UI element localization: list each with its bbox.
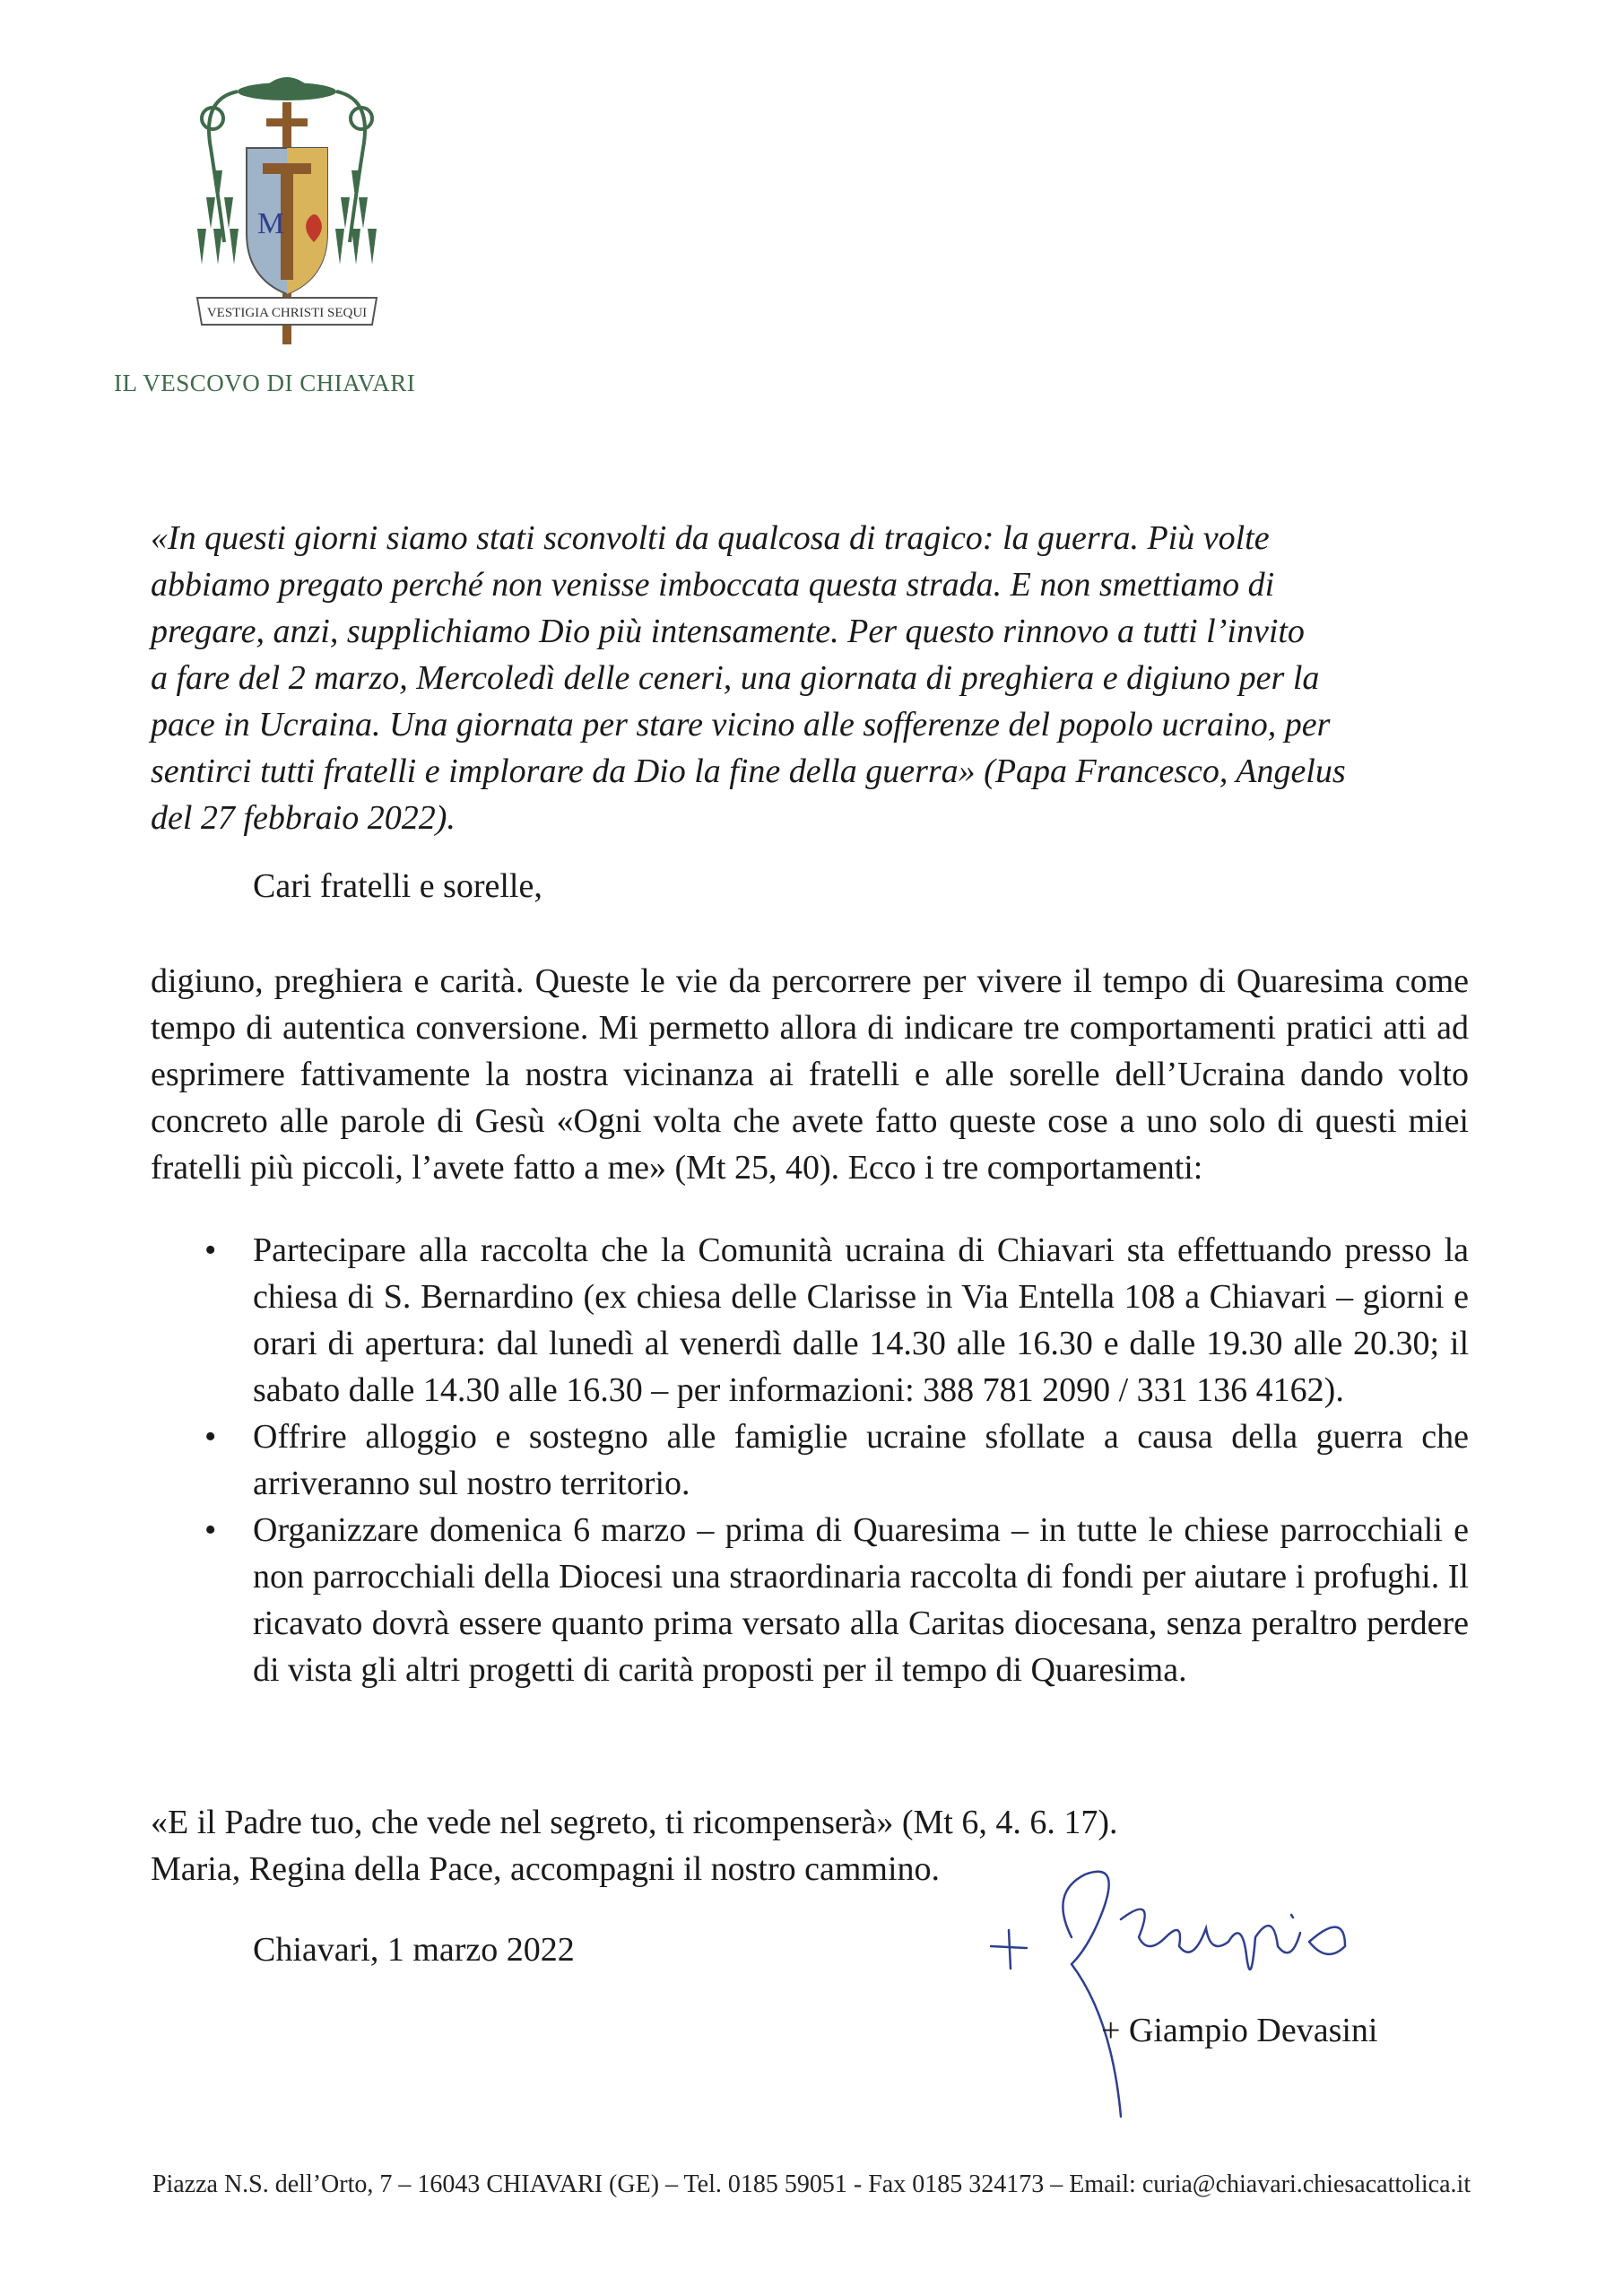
svg-text:M: M: [257, 207, 285, 240]
sender-heading: IL VESCOVO DI CHIAVARI: [114, 370, 416, 396]
quote-line: a fare del 2 marzo, Mercoledì delle ceneri, una giornata di preghiera e digiuno per la: [151, 659, 1320, 697]
main-paragraph: digiuno, preghiera e carità. Queste le vie da percorrere per vivere il tempo di Quaresima come tempo di autentica conversione. Mi permetto allora di indicare tre comportamenti pratici atti ad esprimere fattivamente la nostra vicinanza ai fratelli e alle sorelle dell’Ucraina dando volto concreto alle parole di Gesù «Ogni volta che avete fatto queste cose a uno solo di questi miei fratelli più piccoli, l’avete fatto a me» (Mt 25, 40). Ecco i tre comportamenti:: [151, 962, 1469, 1187]
coat-of-arms: [184, 63, 390, 359]
list-item-text: Partecipare alla raccolta che la Comunità ucraina di Chiavari sta effettuando presso la chiesa di S. Bernardino (ex chiesa delle Clarisse in Via Entella 108 a Chiavari – giorni e orari di apertura: dal lunedì al venerdì dalle 14.30 alle 16.30 e dalle 19.30 alle 20.30; il sabato dalle 14.30 alle 16.30 – per informazioni: 388 781 2090 / 331 136 4162).: [253, 1231, 1469, 1409]
list-item: [151, 1507, 1469, 1693]
dateline: Chiavari, 1 marzo 2022: [253, 1931, 575, 1969]
bullet-icon: •: [204, 1231, 217, 1269]
quote-line: «In questi giorni siamo stati sconvolti da qualcosa di tragico: la guerra. Più volte: [151, 519, 1270, 557]
bullet-list: [151, 1227, 1469, 1693]
greeting: Cari fratelli e sorelle,: [253, 867, 542, 905]
quote-line: abbiamo pregato perché non venisse imboccata questa strada. E non smettiamo di: [151, 566, 1275, 604]
opening-quote: [151, 515, 1469, 841]
coat-of-arms-graphic: [184, 63, 390, 359]
quote-line: del 27 febbraio 2022).: [151, 799, 456, 837]
closing-scripture: «E il Padre tuo, che vede nel segreto, ti ricompenserà» (Mt 6, 4. 6. 17).: [151, 1804, 1118, 1841]
quote-line: pace in Ucraina. Una giornata per stare vicino alle sofferenze del popolo ucraino, per: [151, 706, 1331, 744]
footer-address: Piazza N.S. dell’Orto, 7 – 16043 CHIAVARI (GE) – Tel. 0185 59051 - Fax 0185 324173 – Email: curia@chiavari.chiesacattolica.it: [152, 2170, 1471, 2198]
quote-line: pregare, anzi, supplichiamo Dio più intensamente. Per questo rinnovo a tutti l’invito: [151, 613, 1305, 650]
quote-line: sentirci tutti fratelli e implorare da Dio la fine della guerra» (Papa Francesco, Angelus: [151, 752, 1346, 790]
bullet-icon: •: [204, 1511, 217, 1549]
list-item: [151, 1413, 1469, 1507]
list-item-text: Organizzare domenica 6 marzo – prima di Quaresima – in tutte le chiese parrocchiali e non parrocchiali della Diocesi una straordinaria raccolta di fondi per aiutare i profughi. Il ricavato dovrà essere quanto prima versato alla Caritas diocesana, senza peraltro perdere di vista gli altri progetti di carità proposti per il tempo di Quaresima.: [253, 1511, 1469, 1689]
list-item: [151, 1227, 1469, 1413]
list-item-text: Offrire alloggio e sostegno alle famiglie ucraine sfollate a causa della guerra che arriveranno sul nostro territorio.: [253, 1418, 1469, 1502]
signer-name: + Giampio Devasini: [1101, 2012, 1378, 2049]
closing-blessing: Maria, Regina della Pace, accompagni il nostro cammino.: [151, 1850, 941, 1888]
bullet-icon: •: [204, 1418, 217, 1456]
handwritten-signature: [986, 1857, 1435, 2126]
motto-text: VESTIGIA CHRISTI SEQUI: [206, 306, 368, 320]
